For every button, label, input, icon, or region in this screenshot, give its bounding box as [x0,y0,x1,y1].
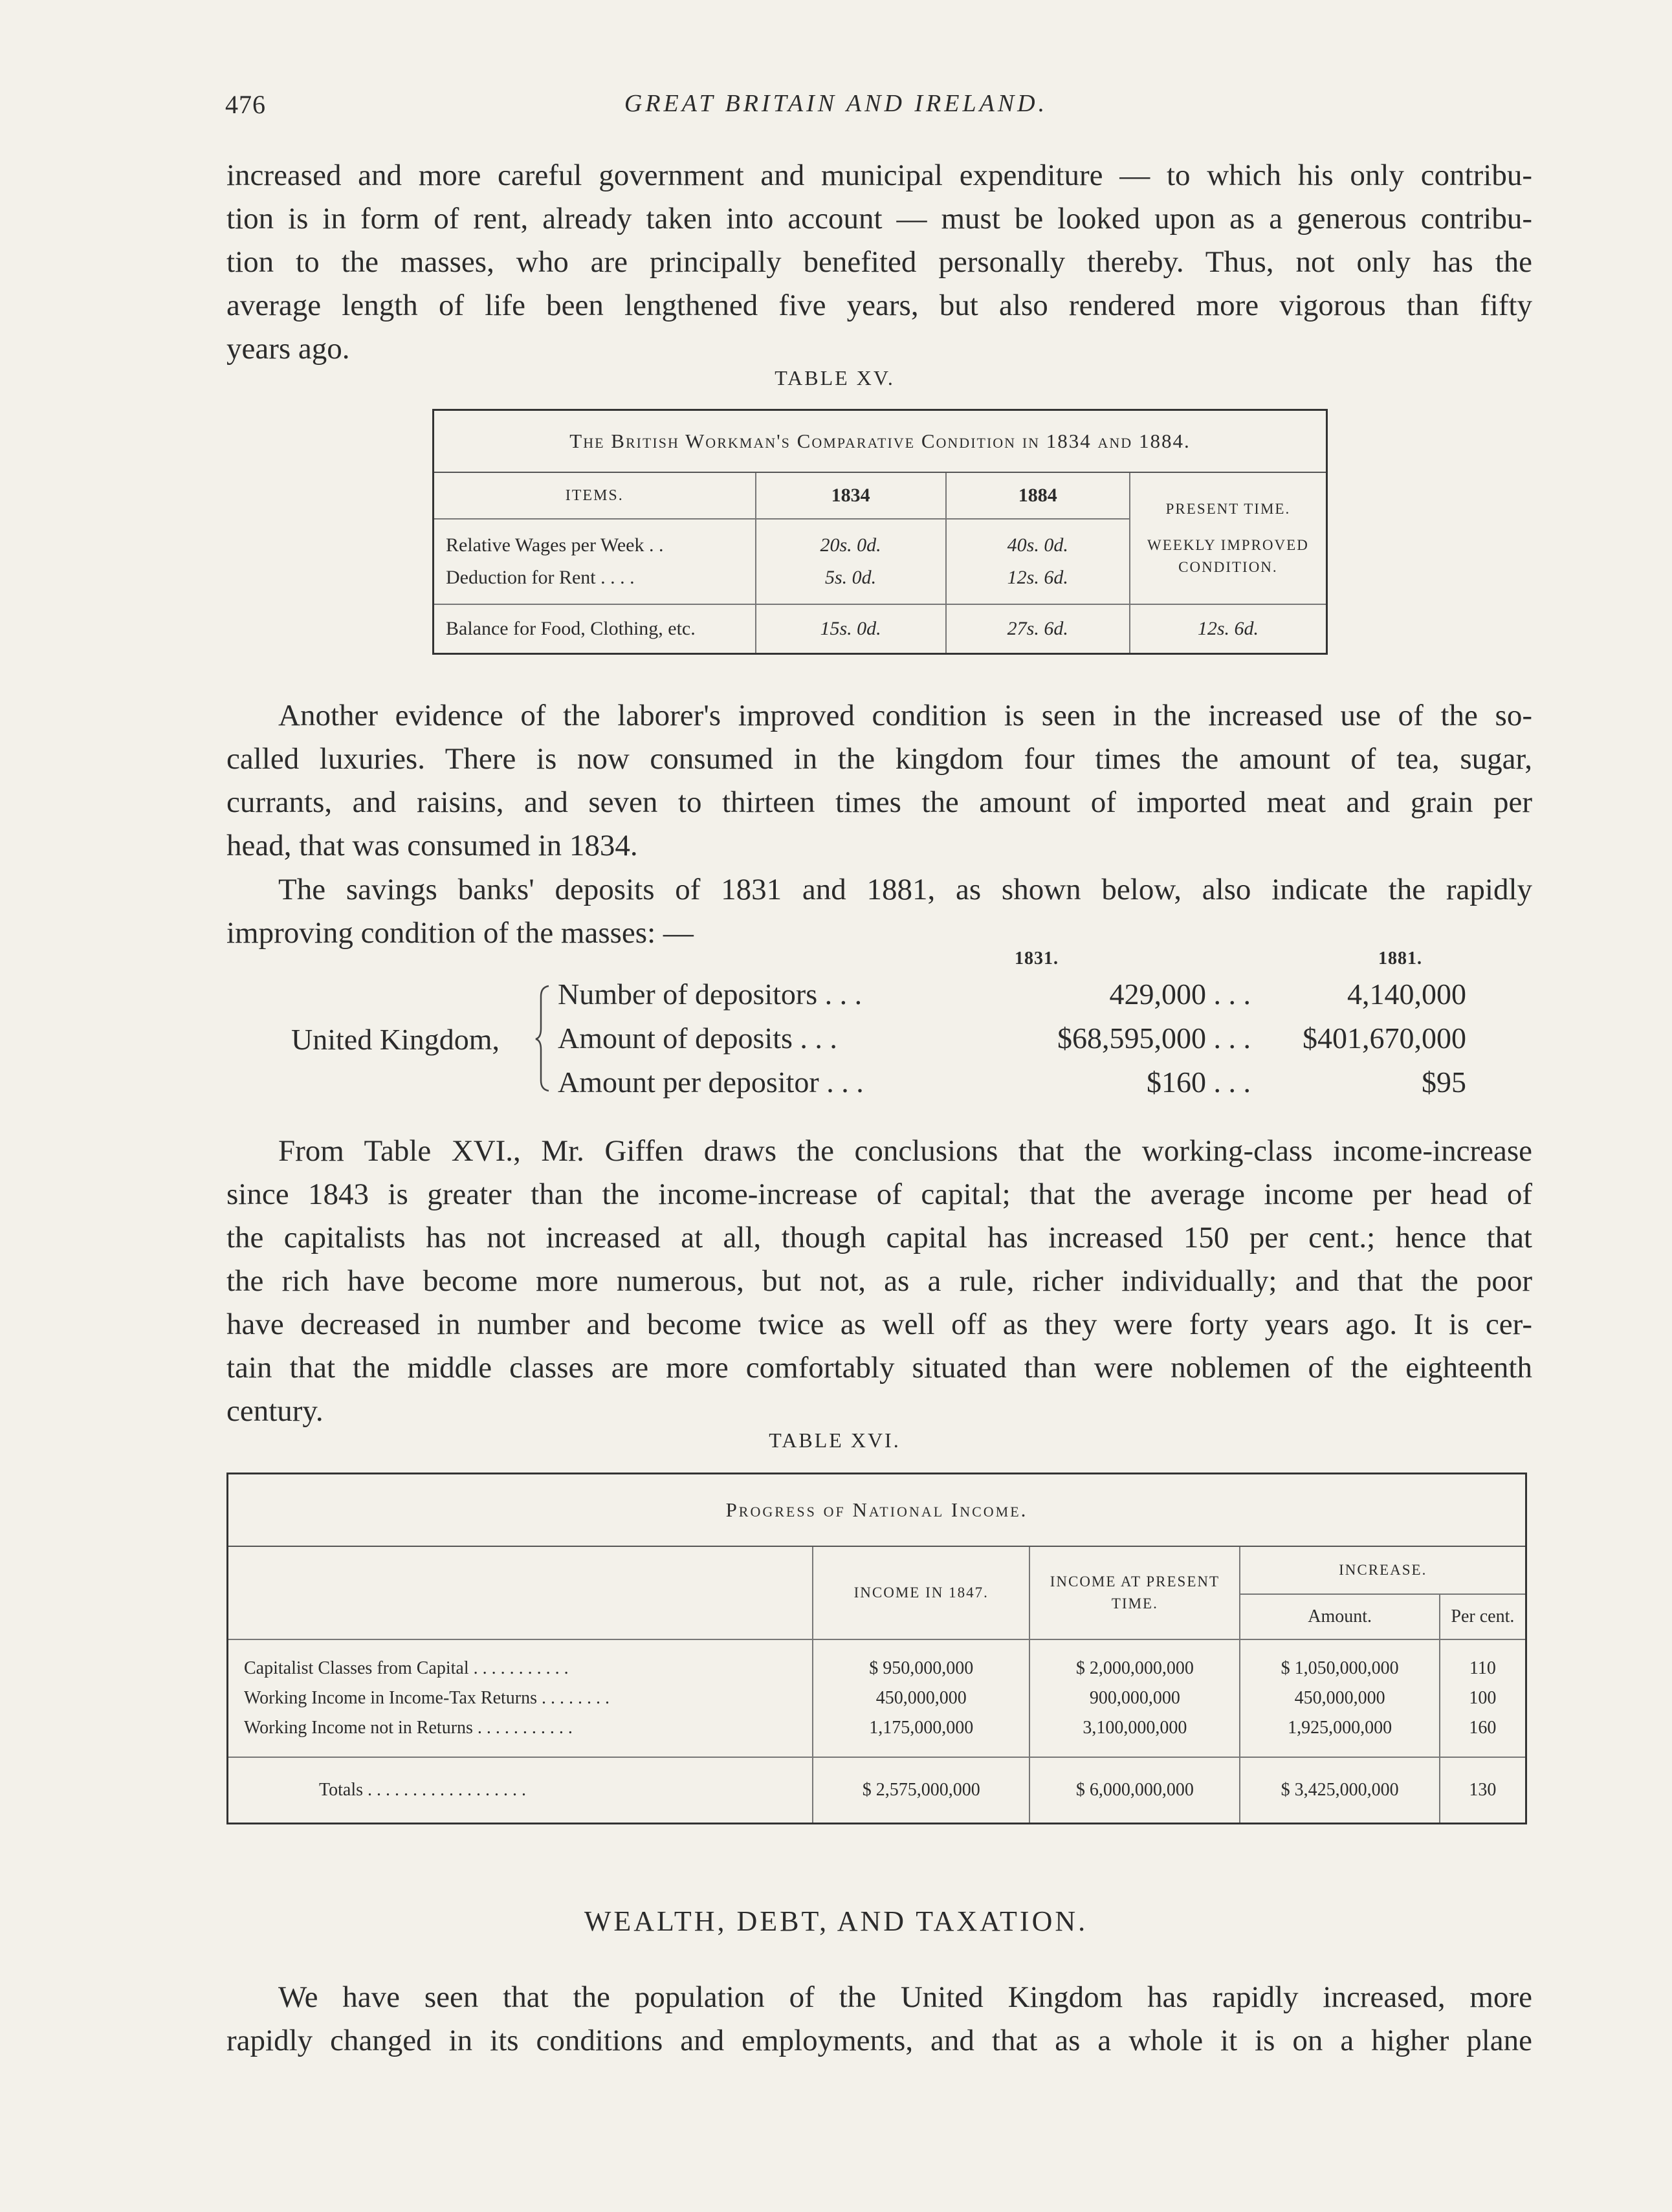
paragraph-1 [226,154,1532,371]
row-label: Capitalist Classes from Capital . . . . . . . . . . . [244,1658,569,1678]
table-15-items-cell [434,519,756,604]
savings-1831-value: 429,000 . . . [1109,978,1251,1011]
savings-label: Amount of deposits . . . [558,1022,837,1055]
table-15-title: The British Workman's Comparative Condition in 1834 and 1884. [434,410,1327,473]
text-line: tion is in form of rent, already taken into account — must be looked upon as a generous contribu- [226,202,1532,235]
savings-1831-value: $160 . . . [1147,1066,1251,1099]
text-line: the rich have become more numerous, but not, as a rule, richer individually; and that the poor [226,1264,1532,1298]
balance-weekly: 12s. 6d. [1130,604,1327,654]
col-header-increase: INCREASE. [1240,1546,1526,1594]
savings-year-1831: 1831. [1015,948,1059,969]
text-line: tion to the masses, who are principally benefited personally thereby. Thus, not only has the [226,245,1532,279]
savings-1881-value: 4,140,000 [1347,978,1466,1011]
text-line: rapidly changed in its conditions and employments, and that as a whole it is on a higher plane [226,2024,1532,2057]
value-1834: 5s. 0d. [825,567,877,588]
text-line: average length of life been lengthened five years, but also rendered more vigorous than fifty [226,289,1532,322]
col-header-percent: Per cent. [1440,1594,1526,1639]
savings-1881-value: $401,670,000 [1303,1022,1466,1055]
text-line: The savings banks' deposits of 1831 and 1881, as shown below, also indicate the rapidly [278,873,1532,906]
value-increase-percent: 160 [1469,1718,1497,1738]
value-1834: 20s. 0d. [820,534,881,556]
col-header-1834: 1834 [756,472,946,519]
table-16-blank-header [228,1546,813,1639]
totals-label: Totals . . . . . . . . . . . . . . . . . . [319,1780,527,1800]
table-16-increase-percent [1440,1639,1526,1757]
text-line: century. [226,1394,324,1428]
value-income-present: 3,100,000,000 [1083,1718,1187,1738]
savings-1831-value: $68,595,000 . . . [1057,1022,1251,1055]
value-increase-amount: 1,925,000,000 [1288,1718,1392,1738]
col-header-income-1847: INCOME IN 1847. [813,1546,1029,1639]
text-line: increased and more careful government and municipal expenditure — to which his only contribu- [226,159,1532,192]
value-increase-percent: 100 [1469,1688,1497,1708]
table-16 [226,1473,1527,1824]
table-16-income-present [1029,1639,1240,1757]
text-line: We have seen that the population of the United Kingdom has rapidly increased, more [278,1980,1532,2014]
savings-label: Amount per depositor . . . [558,1066,864,1099]
text-line: called luxuries. There is now consumed in the kingdom four times the amount of tea, sugar, [226,742,1532,776]
value-income-1847: 1,175,000,000 [869,1718,974,1738]
savings-year-1881: 1881. [1378,948,1422,969]
text-line: years ago. [226,332,350,366]
text-line: Another evidence of the laborer's improved condition is seen in the increased use of the so- [278,699,1532,732]
col-header-1884: 1884 [946,472,1130,519]
running-head: GREAT BRITAIN AND IRELAND. [624,90,1048,117]
paragraph-2 [226,694,1532,868]
savings-label: Number of depositors . . . [558,978,863,1011]
text-line: have decreased in number and become twice as well off as they were forty years ago. It is cer- [226,1308,1532,1341]
value-income-1847: $ 950,000,000 [869,1658,974,1678]
text-line: improving condition of the masses: — [226,916,694,950]
present-time-label: PRESENT TIME. [1165,501,1291,517]
value-income-1847: 450,000,000 [875,1688,967,1708]
value-1884: 40s. 0d. [1007,534,1068,556]
col-header-items: ITEMS. [434,472,756,519]
table-15-1884-cell [946,519,1130,604]
table-15-1834-cell [756,519,946,604]
totals-increase-percent: 130 [1440,1757,1526,1824]
text-line: head, that was consumed in 1834. [226,829,638,862]
balance-1834: 15s. 0d. [756,604,946,654]
table-16-labels [228,1639,813,1757]
text-line: the capitalists has not increased at all, though capital has increased 150 per cent.; hence that [226,1221,1532,1254]
balance-1884: 27s. 6d. [946,604,1130,654]
totals-income-1847: $ 2,575,000,000 [813,1757,1029,1824]
text-line: since 1843 is greater than the income-increase of capital; that the average income per head of [226,1177,1532,1211]
section-heading: WEALTH, DEBT, AND TAXATION. [584,1905,1088,1937]
value-increase-amount: 450,000,000 [1294,1688,1385,1708]
table-16-increase-amount [1240,1639,1439,1757]
col-header-income-present: INCOME AT PRESENT TIME. [1029,1546,1240,1639]
value-increase-amount: $ 1,050,000,000 [1281,1658,1399,1678]
text-line: tain that the middle classes are more comfortably situated than were noblemen of the eighteenth [226,1351,1532,1385]
weekly-improved-label: WEEKLY IMPROVED CONDITION. [1147,537,1309,575]
paragraph-5 [226,1976,1532,2063]
value-income-present: $ 2,000,000,000 [1075,1658,1194,1678]
paragraph-3 [226,868,1532,955]
totals-increase-amount: $ 3,425,000,000 [1240,1757,1439,1824]
value-income-present: 900,000,000 [1089,1688,1180,1708]
table-15 [432,409,1328,655]
col-header-present-time [1130,472,1327,604]
col-header-amount: Amount. [1240,1594,1439,1639]
page-number: 476 [225,90,266,119]
paragraph-4 [226,1130,1532,1433]
row-label: Working Income not in Returns . . . . . . . . . . . [244,1718,573,1738]
table-16-income-1847 [813,1639,1029,1757]
value-increase-percent: 110 [1469,1658,1496,1678]
totals-income-present: $ 6,000,000,000 [1029,1757,1240,1824]
table-16-caption: TABLE XVI. [769,1429,901,1452]
table-16-title: Progress of National Income. [228,1474,1526,1547]
table-15-caption: TABLE XV. [775,366,895,389]
value-1884: 12s. 6d. [1007,567,1068,588]
savings-1881-value: $95 [1422,1066,1466,1099]
text-line: From Table XVI., Mr. Giffen draws the conclusions that the working-class income-increase [278,1134,1532,1168]
brace-icon [534,983,554,1093]
row-label: Deduction for Rent . . . . [446,567,635,588]
row-label: Working Income in Income-Tax Returns . . . . . . . . [244,1688,610,1708]
balance-label: Balance for Food, Clothing, etc. [446,618,696,639]
savings-region: United Kingdom, [291,1023,500,1056]
row-label: Relative Wages per Week . . [446,534,664,556]
text-line: currants, and raisins, and seven to thirteen times the amount of imported meat and grain per [226,785,1532,819]
